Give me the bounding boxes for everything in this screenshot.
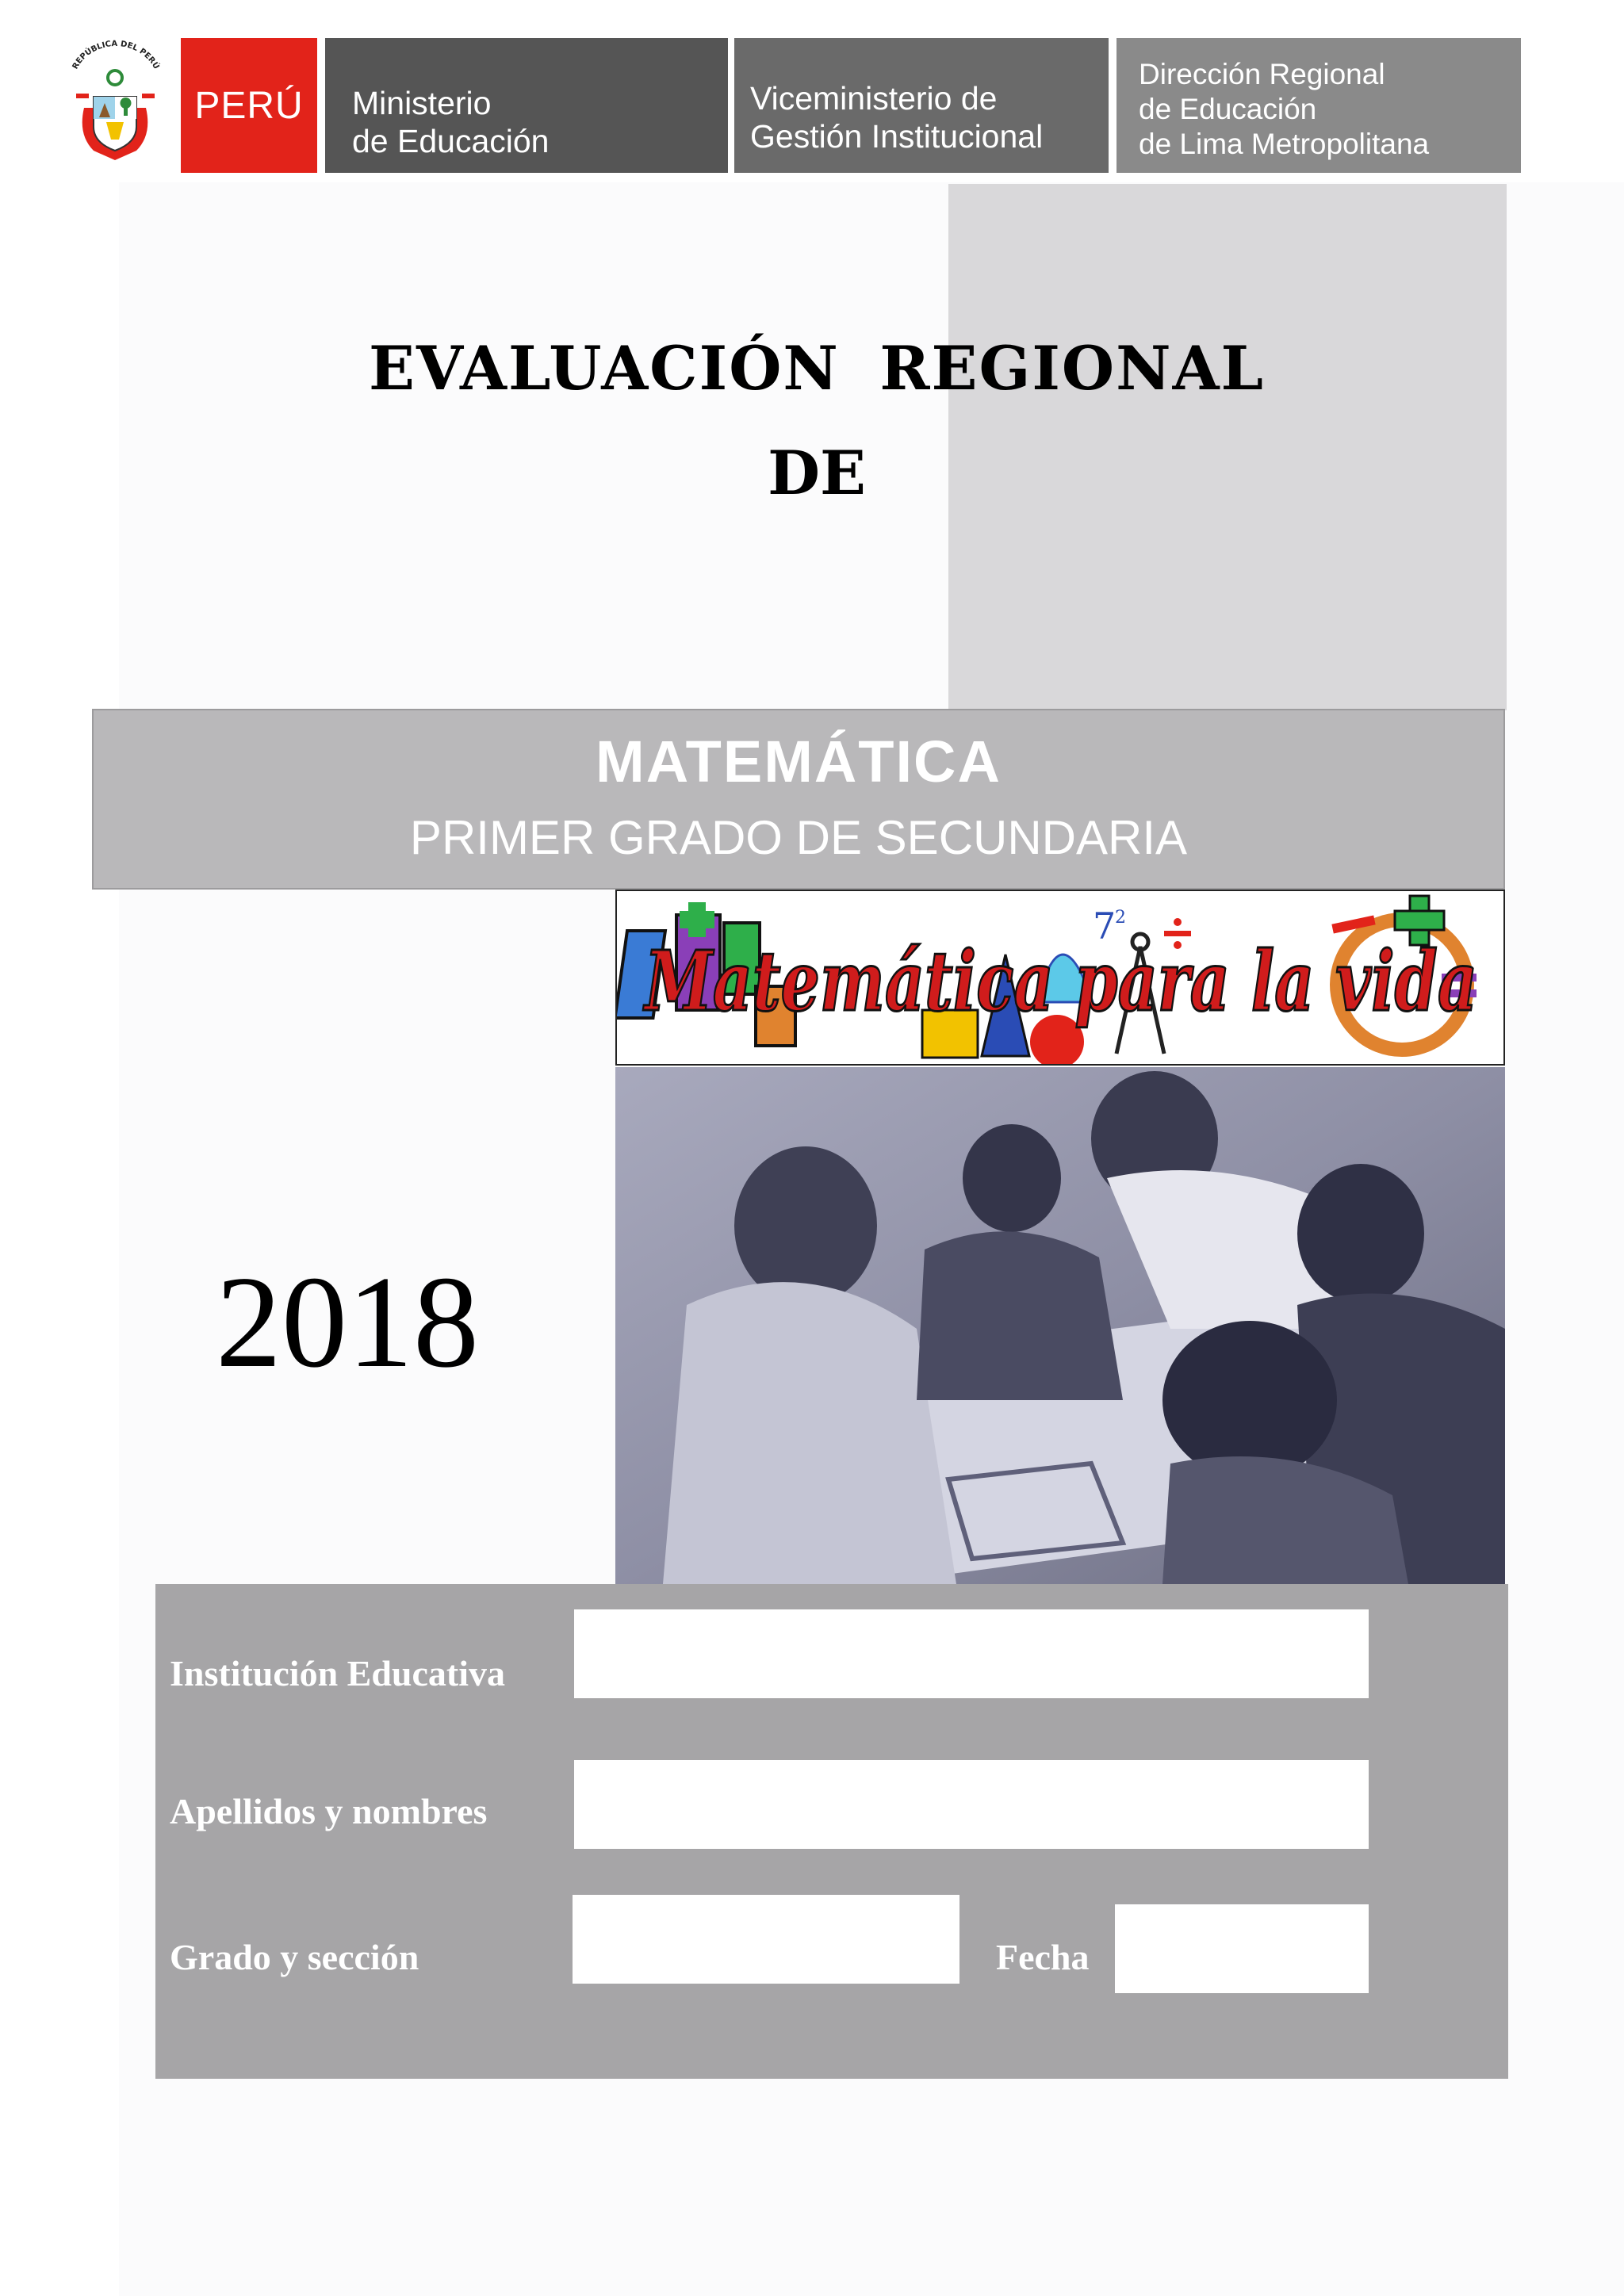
svg-text:7: 7 (1093, 905, 1116, 947)
regional-direction-block (1116, 38, 1521, 173)
date-label: Fecha (996, 1937, 1090, 1977)
vice-ministry-line-2: Gestión Institucional (750, 118, 1044, 155)
banner-title: Matemática para la vida (642, 932, 1477, 1030)
subject-box (92, 709, 1505, 890)
regional-direction-line-2: de Educación (1139, 93, 1317, 125)
svg-text:2: 2 (1115, 908, 1126, 928)
cover-title-line-1: EVALUACIÓN REGIONAL (369, 333, 1265, 404)
student-name-field[interactable] (574, 1760, 1369, 1849)
subject-grade: PRIMER GRADO DE SECUNDARIA (409, 811, 1188, 864)
vice-ministry-block (734, 38, 1109, 173)
peru-coat-of-arms-icon (62, 40, 169, 166)
math-banner-art (617, 891, 1503, 1064)
students-working-photo (615, 1067, 1505, 1584)
grade-section-label: Grado y sección (170, 1937, 419, 1977)
year-label: 2018 (216, 1249, 479, 1395)
ministry-line-2: de Educación (352, 123, 550, 159)
student-name-label: Apellidos y nombres (170, 1791, 488, 1831)
cover-title-line-2: DE (768, 438, 866, 508)
ministry-line-1: Ministerio (352, 85, 492, 121)
math-for-life-banner (615, 890, 1505, 1066)
students-working-photo-icon (615, 1067, 1505, 1584)
peru-label: PERÚ (194, 84, 304, 127)
svg-text:REPÚBLICA DEL PERÚ: REPÚBLICA DEL PERÚ (71, 40, 161, 71)
institution-label: Institución Educativa (170, 1653, 506, 1693)
grade-section-field[interactable] (573, 1895, 959, 1984)
date-field[interactable] (1115, 1904, 1369, 1993)
regional-direction-line-3: de Lima Metropolitana (1139, 128, 1430, 160)
institutional-header (0, 0, 1624, 178)
institution-field[interactable] (574, 1609, 1369, 1698)
student-info-form (155, 1584, 1508, 2079)
ministry-block (325, 38, 728, 173)
peru-brand-block (181, 38, 317, 173)
subject-name: MATEMÁTICA (596, 729, 1002, 794)
regional-direction-line-1: Dirección Regional (1139, 58, 1385, 90)
vice-ministry-line-1: Viceministerio de (750, 80, 998, 117)
